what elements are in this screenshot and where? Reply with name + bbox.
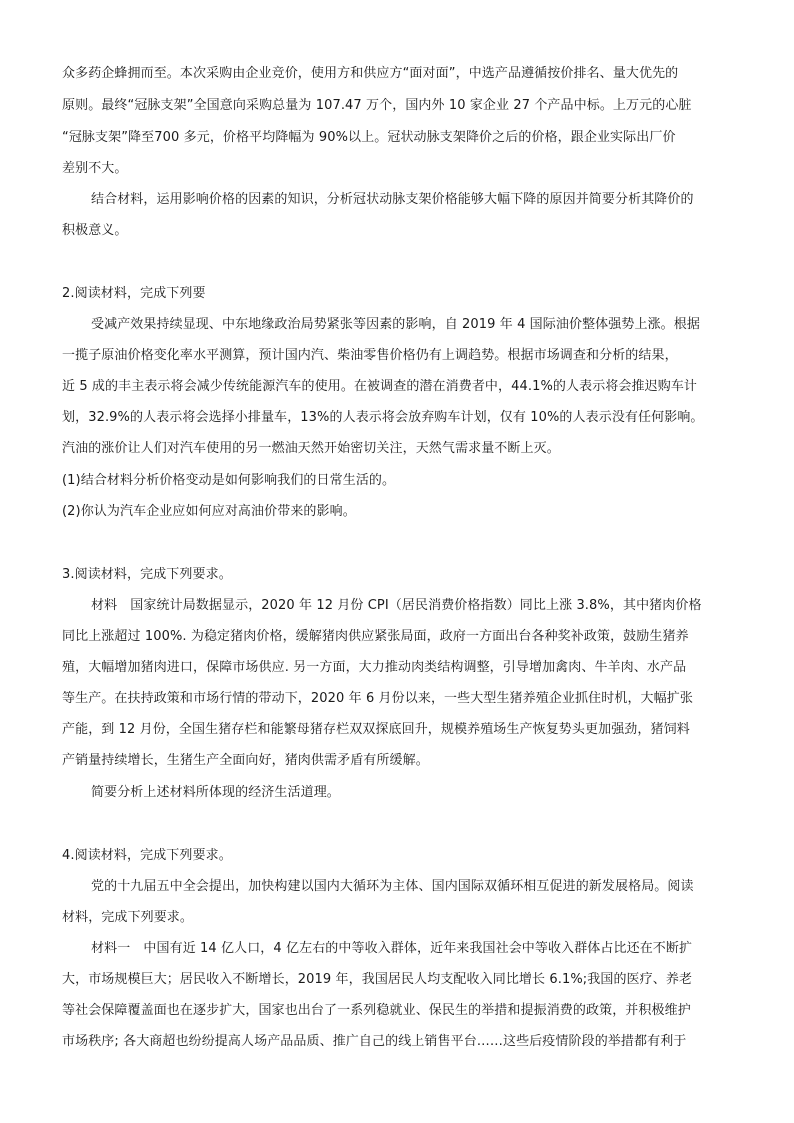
question-2-heading: 2.阅读材料，完成下列要 <box>62 286 206 301</box>
text-line: 市场秩序; 各大商超也纷纷提高人场产品品质、推广自己的线上销售平台……这些后疫情阶段的举措都有利于 <box>62 1034 687 1049</box>
text-line: 划，32.9%的人表示将会选择小排量车，13%的人表示将会放弃购车计划，仅有 10%的人表示没有任何影响。 <box>62 410 704 425</box>
question-2-sub-2: (2)你认为汽车企业应如何应对高油价带来的影响。 <box>62 504 356 519</box>
text-line: 材料，完成下列要求。 <box>62 910 194 925</box>
text-line: 材料一 中国有近 14 亿人口，4 亿左右的中等收入群体，近年来我国社会中等收入群体占比还在不断扩 <box>91 941 693 956</box>
text-line: 殖，大幅增加猪肉进口，保障市场供应. 另一方面，大力推动肉类结构调整，引导增加禽肉、牛羊肉、水产品 <box>62 660 687 675</box>
question-3-heading: 3.阅读材料，完成下列要求。 <box>62 567 232 582</box>
text-line: 产销量持续增长，生猪生产全面向好，猪肉供需矛盾有所缓解。 <box>62 753 429 768</box>
text-line: 产能，到 12 月份，全国生猪存栏和能繁母猪存栏双双探底回升，规模养殖场生产恢复势头更加强劲，猪饲料 <box>62 722 690 737</box>
text-line: 材料 国家统计局数据显示，2020 年 12 月份 CPI（居民消费价格指数）同比上涨 3.8%，其中猪肉价格 <box>91 598 702 613</box>
text-line: 汽油的涨价让人们对汽车使用的另一燃油天然开始密切关注，天然气需求量不断上灭。 <box>62 441 560 456</box>
text-line: 同比上涨超过 100%. 为稳定猪肉价格，缓解猪肉供应紧张局面，政府一方面出台各种奖补政策，鼓励生猪养 <box>62 629 689 644</box>
text-line: 受减产效果持续显现、中东地缘政治局势紧张等因素的影响，自 2019 年 4 国际油价整体强势上涨。根据 <box>91 317 700 332</box>
text-line: 差别不大。 <box>62 161 128 176</box>
text-line: 原则。最终“冠脉支架”全国意向采购总量为 107.47 万个，国内外 10 家企业 27 个产品中标。上万元的心脏 <box>62 98 692 113</box>
text-line: 党的十九届五中全会提出，加快构建以国内大循环为主体、国内国际双循环相互促进的新发展格局。阅读 <box>91 879 694 894</box>
text-line: 等生产。在扶持政策和市场行情的带动下，2020 年 6 月份以来，一些大型生猪养殖企业抓住时机，大幅扩张 <box>62 691 693 706</box>
question-3-prompt: 简要分析上述材料所体现的经济生活道理。 <box>91 785 340 800</box>
text-line: 一揽子原油价格变化率水平测算，预计国内汽、柴油零售价格仍有上调趋势。根据市场调查和分析的结果， <box>62 348 678 363</box>
text-line: 大，市场规模巨大；居民收入不断增长，2019 年，我国居民人均支配收入同比增长 6.1%;我国的医疗、养老 <box>62 972 693 987</box>
text-line: 众多药企蜂拥而至。本次采购由企业竞价，使用方和供应方“面对面”，中选产品遵循按价排名、量大优先的 <box>62 66 679 81</box>
question-4-heading: 4.阅读材料，完成下列要求。 <box>62 848 232 863</box>
question-2-sub-1: (1)结合材料分析价格变动是如何影响我们的日常生活的。 <box>62 473 396 488</box>
text-line: “冠脉支架”降至700 多元，价格平均降幅为 90%以上。冠状动脉支架降价之后的价格，跟企业实际出厂价 <box>62 130 676 145</box>
text-line: 近 5 成的丰主表示将会减少传统能源汽车的使用。在被调查的潜在消费者中，44.1%的人表示将会推迟购车计 <box>62 379 698 394</box>
text-line: 积极意义。 <box>62 223 128 238</box>
text-line: 等社会保障覆盖面也在逐步扩大，国家也出台了一系列稳就业、保民生的举措和提振消费的政策，并积极维护 <box>62 1003 691 1018</box>
question-1-prompt: 结合材料，运用影响价格的因素的知识，分析冠状动脉支架价格能够大幅下降的原因并简要分析其降价的 <box>91 192 694 207</box>
